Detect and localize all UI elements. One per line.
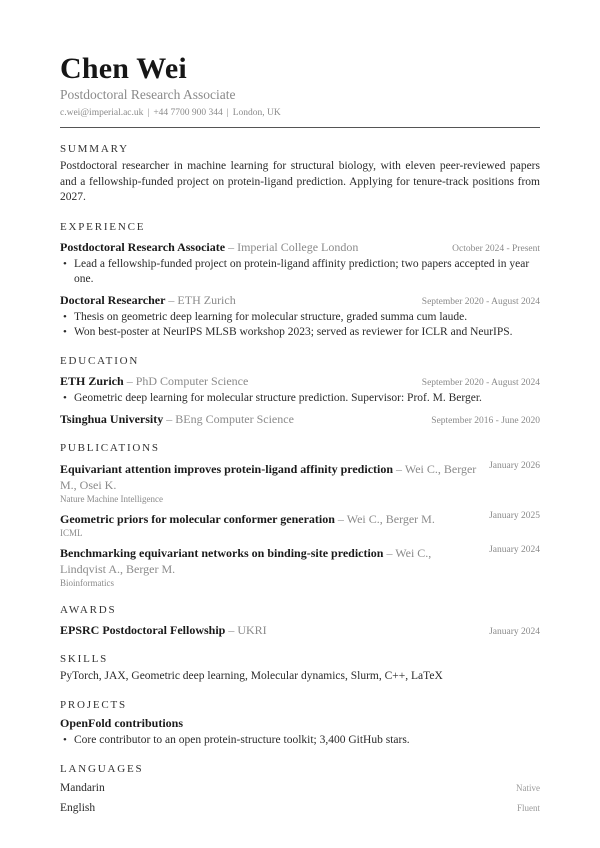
language-row (60, 781, 540, 796)
entry-dash: – (396, 461, 403, 476)
candidate-title: Postdoctoral Research Associate (60, 87, 236, 102)
publication-title: Benchmarking equivariant networks on binding-site prediction (60, 545, 384, 560)
entry-dash: – (228, 622, 235, 637)
publication-authors: Wei C., Lindqvist A., Berger M. (60, 545, 432, 576)
entry-dash: – (337, 511, 344, 526)
language-name: Mandarin (60, 781, 105, 794)
contact-phone[interactable]: +44 7700 900 344 (153, 108, 223, 118)
publication-date: January 2024 (489, 544, 540, 555)
education-entry (60, 412, 540, 427)
entry-dash: – (168, 292, 175, 307)
publication-entry (60, 511, 540, 539)
entry-dash: – (228, 239, 235, 254)
section-heading-skills: SKILLS (60, 652, 109, 665)
language-level: Fluent (516, 802, 540, 813)
entry-dash: – (126, 373, 133, 388)
summary-text: Postdoctoral researcher in machine learning for structural biology, with eleven peer-reviewed papers and a fellowship-funded project on protein-ligand prediction. Applying for tenure-track positions from 2027. (60, 160, 540, 203)
section-heading-summary: SUMMARY (60, 143, 129, 155)
education-bullet: • Geometric deep learning for molecular structure prediction. Supervisor: Prof. M. Berger. (60, 391, 540, 406)
publication-venue: Bioinformatics (60, 577, 114, 588)
publication-venue: ICML (60, 527, 83, 538)
candidate-name: Chen Wei (60, 52, 187, 85)
section-heading-projects: PROJECTS (60, 698, 127, 711)
publication-authors: Wei C., Berger M., Osei K. (60, 461, 477, 492)
publication-title: Equivariant attention improves protein-ligand affinity prediction (60, 461, 394, 476)
experience-role: Postdoctoral Research Associate (60, 239, 226, 254)
experience-org: Imperial College London (237, 239, 359, 254)
experience-bullet: • Thesis on geometric deep learning for molecular structure, graded summa cum laude. (60, 310, 540, 325)
entry-dash: – (166, 411, 173, 426)
section-heading-awards: AWARDS (60, 603, 117, 616)
education-school: Tsinghua University (60, 411, 164, 426)
project-name: OpenFold contributions (60, 715, 184, 730)
publication-date: January 2026 (489, 460, 540, 471)
section-heading-publications: PUBLICATIONS (60, 441, 160, 454)
education-degree: BEng Computer Science (175, 411, 294, 426)
publication-venue: Nature Machine Intelligence (60, 493, 163, 504)
experience-bullet: • Won best-poster at NeurIPS MLSB workshop 2023; served as reviewer for ICLR and NeurIPS. (60, 325, 540, 340)
education-degree: PhD Computer Science (135, 373, 249, 388)
section-heading-experience: EXPERIENCE (60, 220, 146, 233)
award-date: January 2024 (489, 626, 540, 637)
contact-separator: | (226, 108, 229, 118)
education-entry (60, 374, 540, 406)
language-row (60, 801, 540, 816)
experience-bullet: • Lead a fellowship-funded project on protein-ligand affinity prediction; two papers accepted in year one. (60, 257, 540, 287)
education-date: September 2016 - June 2020 (431, 415, 540, 426)
contact-line (60, 107, 540, 119)
education-school: ETH Zurich (60, 373, 124, 388)
experience-date: October 2024 - Present (452, 243, 540, 254)
header-divider (60, 127, 540, 128)
experience-entry (60, 240, 540, 287)
publication-date: January 2025 (489, 510, 540, 521)
skills-text: PyTorch, JAX, Geometric deep learning, Molecular dynamics, Slurm, C++, LaTeX (60, 669, 443, 682)
experience-date: September 2020 - August 2024 (421, 296, 540, 307)
section-heading-languages: LANGUAGES (60, 762, 144, 775)
award-org: UKRI (237, 622, 267, 637)
entry-dash: – (386, 545, 393, 560)
award-name: EPSRC Postdoctoral Fellowship (60, 622, 226, 637)
experience-role: Doctoral Researcher (60, 292, 166, 307)
publication-entry (60, 461, 540, 505)
publication-entry (60, 545, 540, 589)
award-entry (60, 623, 540, 638)
contact-separator: | (147, 108, 150, 118)
language-level: Native (516, 782, 540, 793)
publication-authors: Wei C., Berger M. (346, 511, 435, 526)
publication-title: Geometric priors for molecular conformer generation (60, 511, 335, 526)
language-name: English (60, 801, 96, 814)
section-heading-education: EDUCATION (60, 354, 140, 367)
contact-location: London, UK (232, 108, 281, 118)
project-bullet: • Core contributor to an open protein-structure toolkit; 3,400 GitHub stars. (60, 733, 540, 748)
experience-entry (60, 293, 540, 340)
experience-org: ETH Zurich (177, 292, 236, 307)
education-date: September 2020 - August 2024 (421, 377, 540, 388)
contact-email[interactable]: c.wei@imperial.ac.uk (60, 108, 144, 118)
